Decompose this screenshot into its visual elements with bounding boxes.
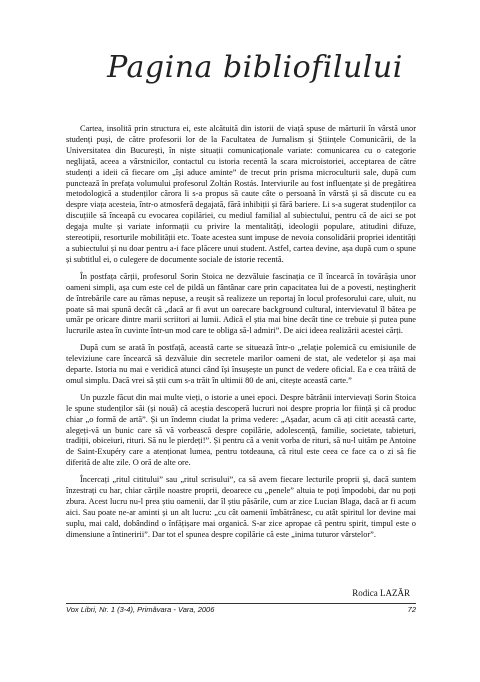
paragraph: Cartea, insolită prin structura ei, este alcătuită din istorii de viață spuse de mărturii în vârstă unor studenți puși, de către profesorii lor de la Facultatea de Jurnalism și Științele Comunicării, de la Universitatea din București, în niște situații comunicaționale variate: comunicarea cu o categorie neglijată, aceea a vârstnicilor, contactul cu istoria recentă la scara microistoriei, acceptarea de către studenți a ideii că fiecare om „își aduce aminte” de trecut prin prisma microculturii sale, după cum punctează în prefața volumului profesorul Zoltán Rostás. Interviurile au fost influențate și de pregătirea metodologică a studenților cărora li s-a propus să caute câte o persoană în vârstă și să discute cu ea despre viața acesteia, într-o atmosferă degajată, fără inhibiții și fără bariere. Li s-a sugerat studenților ca discuțiile să înceapă cu evocarea copilăriei, cu mediul familial al subiectului, pentru că de aici se pot degaja multe și variate informații cu privire la mentalități, ideologii populare, atitudini difuze, stereotipii, resorturile mobilității etc. Toate acestea sunt impuse de nevoia consolidării propriei identități a subiectului și nu doar pentru a-i face plăcere unui student. Astfel, cartea devine, așa după cum o spune și subtitlul ei, o culegere de documente sociale de istorie recentă. xyxy=(66,124,416,264)
paragraph: După cum se arată în postfață, această carte se situează într-o „relație polemică cu emisiunile de televiziune care încearcă să dezvăluie din secretele marilor oameni de stat, ale vedetelor și așa mai departe. Istoria nu mai e veridică atunci când își însușește un punct de vedere oficial. Ea e cea trăită de omul simplu. Dacă vrei să știi cum s-a trăit în ultimii 80 de ani, citește această carte.” xyxy=(66,343,416,385)
paragraph: Încercați „ritul cititului” sau „ritul scrisului”, ca să avem fiecare lecturile proprii și, dacă suntem înzestrați cu har, chiar cărțile noastre proprii, deoarece cu „penele” altuia te poți împodobi, dar nu poți zbura. Acest lucru nu-l prea știu oamenii, dar îl știu păsările, cum ar zice Lucian Blaga, dacă ar fi acum aici. Sau poate ne-ar aminti și un alt lucru: „cu cât oamenii îmbătrânesc, cu atât spiritul lor devine mai suplu, mai cald, dobândind o înfățișare mai organică. S-ar zice apropae că pentru spirit, timpul este o dimensiune a întineririi”. Dar tot el spunea despre copilărie că este „inima tuturor vârstelor”. xyxy=(66,475,416,539)
page-title: Pagina bibliofilului xyxy=(107,50,403,85)
paragraph: Un puzzle făcut din mai multe vieți, o istorie a unei epoci. Despre bătrânii intervievați Sorin Stoica le spune studenților săi (și nouă) că aceștia descoperă lucruri noi despre propria lor ființă și că produc chiar „o formă de artă”. Și un îndemn ciudat la prima vedere: „Așadar, acum că ați citit această carte, alegeți-vă un bunic care să vă vorbească despre copilărie, adolescență, familie, societate, tabieturi, tradiții, obiceiuri, rituri. Să nu le pierdeți!”. Și pentru că a venit vorba de rituri, să nu-l uităm pe Antoine de Saint-Exupéry care a atenționat lumea, pentru totdeauna, că ritul este ceea ce face ca o zi să fie diferită de alte zile. O oră de alte ore. xyxy=(66,392,416,468)
page-number: 72 xyxy=(407,605,416,614)
author-signature: Rodica LAZĂR xyxy=(352,588,410,598)
title-area xyxy=(0,50,480,85)
footer-divider xyxy=(66,603,416,604)
publication-info: Vox Libri, Nr. 1 (3-4), Primăvara - Vara, 2006 xyxy=(66,605,215,614)
paragraph: În postfața cărții, profesorul Sorin Stoica ne dezvăluie fascinația ce îl încearcă în tovărășia unor oameni simpli, așa cum este cel de pildă un fântânar care prin capacitatea lui de a povesti, neștingherit de întrebările care au rămas nepuse, a reușit să realizeze un reportaj în locul profesorului care, uluit, nu poate să mai spună decât că „dacă ar fi avut un oarecare background cultural, intervievatul îl bătea pe umăr pe oricare dintre marii scriitori ai lumii. Adică el știa mai bine decât tine ce trebuie și putea pune lucrurile astea în cuvinte într-un mod care te obliga să-l admiri”. De aici ideea realizării acestei cărți. xyxy=(66,271,416,336)
article-body xyxy=(66,124,416,547)
page-footer xyxy=(66,605,416,614)
